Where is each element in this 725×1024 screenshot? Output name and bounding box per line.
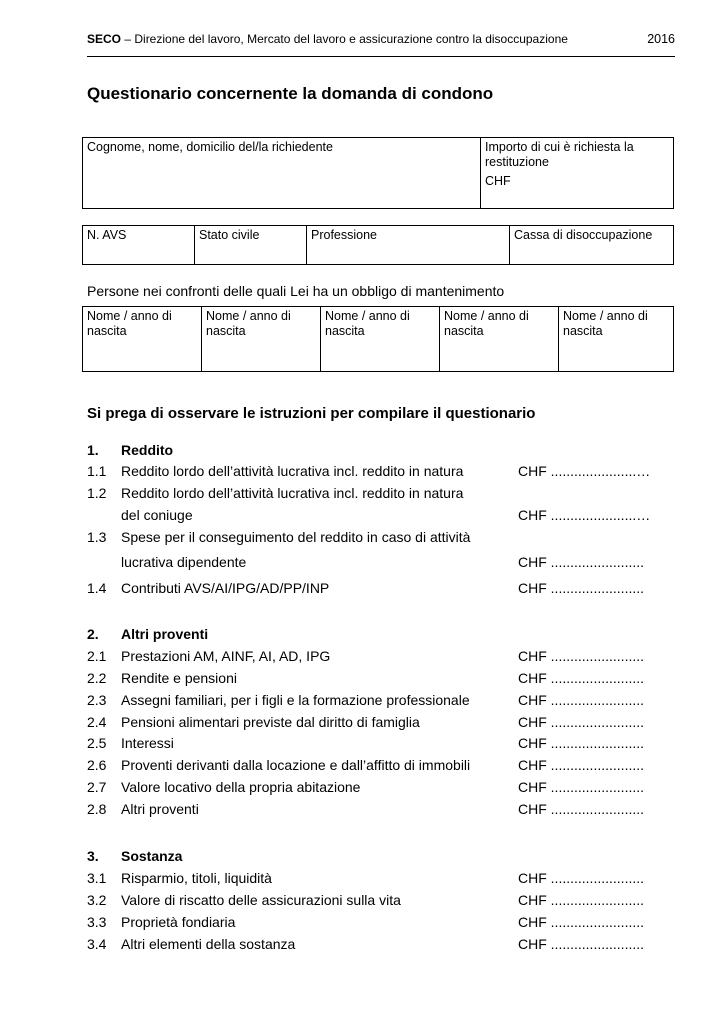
header-year: 2016 [647, 32, 675, 46]
amount-field[interactable]: CHF ........................ [518, 554, 645, 570]
amount-field[interactable]: CHF ........................ [518, 648, 645, 664]
amount-field[interactable]: CHF ........................ [518, 735, 645, 751]
person-field[interactable]: Nome / anno di nascita [559, 307, 674, 372]
applicant-box [82, 137, 674, 209]
instructions-heading: Si prega di osservare le istruzioni per compilare il questionario [87, 405, 536, 422]
list-item: 1.4 Contributi AVS/AI/IPG/AD/PP/INP CHF ........................ [87, 580, 645, 596]
amount-field[interactable]: CHF ........................ [518, 757, 645, 773]
person-field[interactable]: Nome / anno di nascita [202, 307, 321, 372]
unemployment-fund-field[interactable]: Cassa di disoccupazione [510, 226, 674, 265]
list-item: 3.4 Altri elementi della sostanza CHF ........................ [87, 936, 645, 952]
list-item: 2.6 Proventi derivanti dalla locazione e dall’affitto di immobili CHF ........................ [87, 757, 645, 773]
list-item: 1.1 Reddito lordo dell’attività lucrativa incl. reddito in natura CHF ......................… [87, 463, 651, 479]
amount-field[interactable]: CHF ........................ [518, 670, 645, 686]
amount-field[interactable]: CHF ........................ [518, 914, 645, 930]
section-heading: 2. Altri proventi [87, 626, 209, 642]
persons-table [82, 306, 674, 372]
refund-amount-label: Importo di cui è richiesta la restituzione [485, 140, 634, 169]
list-item: 2.8 Altri proventi CHF ........................ [87, 801, 645, 817]
list-item: del coniuge CHF ......................… [121, 507, 651, 523]
list-item: 3.1 Risparmio, titoli, liquidità CHF ........................ [87, 870, 645, 886]
list-item: 2.4 Pensioni alimentari previste dal diritto di famiglia CHF ........................ [87, 714, 645, 730]
avs-number-field[interactable]: N. AVS [83, 226, 195, 265]
list-item: lucrativa dipendente CHF ........................ [121, 554, 645, 570]
person-field[interactable]: Nome / anno di nascita [83, 307, 202, 372]
list-item: 3.3 Proprietà fondiaria CHF ........................ [87, 914, 645, 930]
list-item: 2.5 Interessi CHF ........................ [87, 735, 645, 751]
amount-field[interactable]: CHF ........................ [518, 801, 645, 817]
list-item: 1.2 Reddito lordo dell’attività lucrativa incl. reddito in natura [87, 485, 464, 501]
civil-status-field[interactable]: Stato civile [195, 226, 307, 265]
personal-data-box [82, 225, 674, 265]
persons-label: Persone nei confronti delle quali Lei ha un obbligo di mantenimento [87, 283, 505, 299]
list-item: 2.2 Rendite e pensioni CHF ........................ [87, 670, 645, 686]
amount-field[interactable]: CHF ........................ [518, 692, 645, 708]
amount-field[interactable]: CHF ........................ [518, 779, 645, 795]
person-field[interactable]: Nome / anno di nascita [440, 307, 559, 372]
amount-field[interactable]: CHF ......................… [518, 463, 651, 479]
list-item: 3.2 Valore di riscatto delle assicurazioni sulla vita CHF ........................ [87, 892, 645, 908]
applicant-name-field[interactable]: Cognome, nome, domicilio del/la richiedente [83, 138, 481, 209]
list-item: 2.7 Valore locativo della propria abitazione CHF ........................ [87, 779, 645, 795]
amount-field[interactable]: CHF ........................ [518, 714, 645, 730]
amount-field[interactable]: CHF ........................ [518, 870, 645, 886]
person-field[interactable]: Nome / anno di nascita [321, 307, 440, 372]
page-header [87, 30, 675, 57]
amount-field[interactable]: CHF ......................… [518, 507, 651, 523]
page-title: Questionario concernente la domanda di condono [87, 84, 494, 103]
section-heading: 3. Sostanza [87, 848, 183, 864]
refund-amount-field[interactable] [481, 138, 674, 209]
refund-currency: CHF [485, 174, 511, 188]
amount-field[interactable]: CHF ........................ [518, 936, 645, 952]
amount-field[interactable]: CHF ........................ [518, 892, 645, 908]
header-org: SECO – Direzione del lavoro, Mercato del lavoro e assicurazione contro la disoccupazione [87, 32, 568, 46]
profession-field[interactable]: Professione [307, 226, 510, 265]
section-heading: 1. Reddito [87, 442, 174, 458]
list-item: 1.3 Spese per il conseguimento del reddito in caso di attività [87, 529, 471, 545]
list-item: 2.1 Prestazioni AM, AINF, AI, AD, IPG CHF ........................ [87, 648, 645, 664]
amount-field[interactable]: CHF ........................ [518, 580, 645, 596]
list-item: 2.3 Assegni familiari, per i figli e la formazione professionale CHF ........................ [87, 692, 645, 708]
